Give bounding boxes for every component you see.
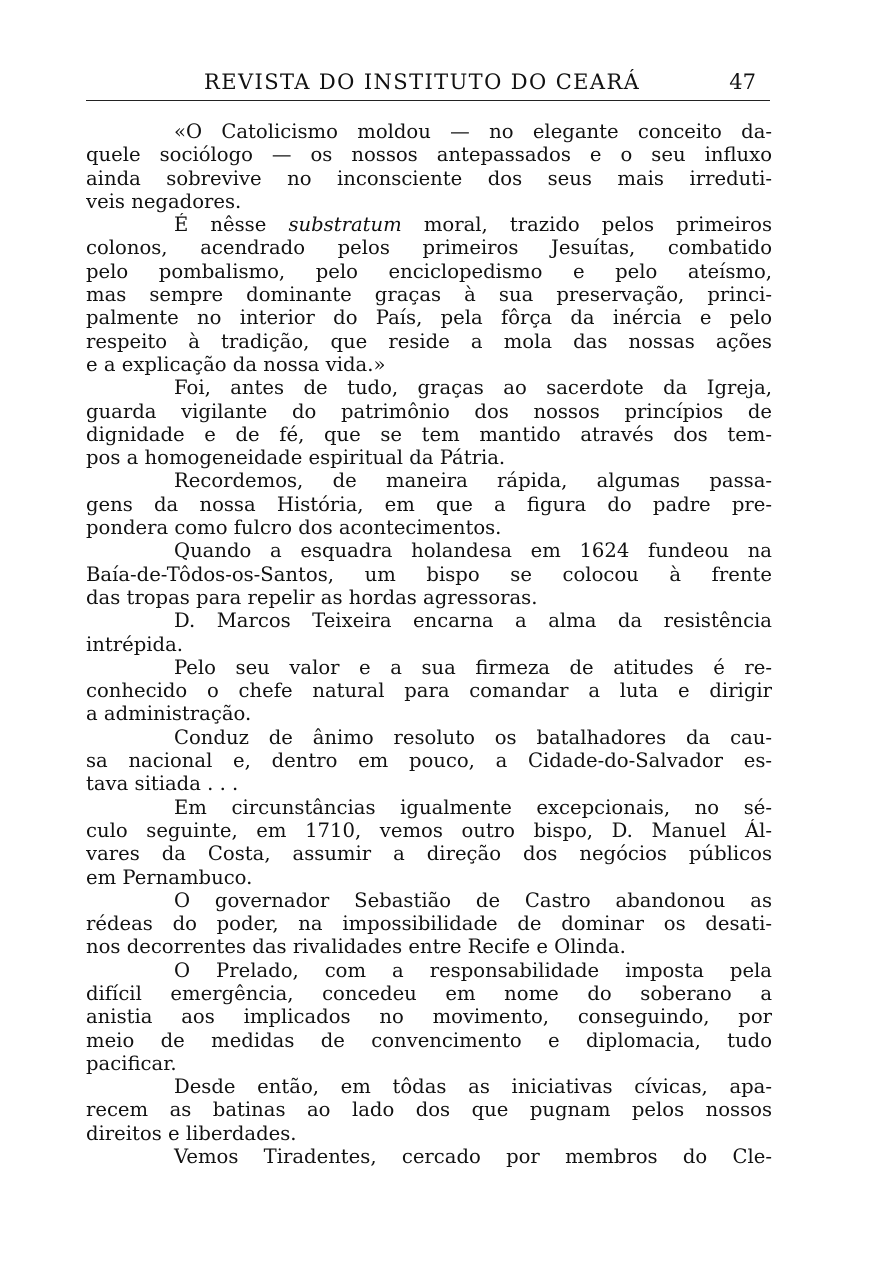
text-line: recem as batinas ao lado dos que pugnam pelos nossos [86,1098,772,1122]
text-line: das tropas para repelir as hordas agressoras. [86,585,538,609]
text-line: Conduz de ânimo resoluto os batalhadores da cau- [174,725,772,749]
text-line: «O Catolicismo moldou — no elegante conceito da- [174,120,772,143]
text-line: dignidade e de fé, que se tem mantido através dos tem- [86,422,772,446]
text-line: vares da Costa, assumir a direção dos negócios públicos [86,842,772,866]
text-line: D. Marcos Teixeira encarna a alma da resistência [174,609,772,633]
text-line: Baía-de-Tôdos-os-Santos, um bispo se colocou à frente [86,562,772,586]
text-line: pondera como fulcro dos acontecimentos. [86,516,502,540]
text-line: nos decorrentes das rivalidades entre Recife e Olinda. [86,935,626,959]
text-line: rédeas do poder, na impossibilidade de dominar os desati- [86,912,772,936]
text-line: O Prelado, com a responsabilidade imposta pela [174,958,772,982]
text-line: É nêsse substratum moral, trazido pelos primeiros [174,213,772,237]
text-line: palmente no interior do País, pela fôrça da inércia e pelo [86,306,772,330]
text-line: em Pernambuco. [86,865,253,889]
text-line: mas sempre dominante graças à sua preservação, princi- [86,283,772,307]
text-line: quele sociólogo — os nossos antepassados e o seu influxo [86,143,772,167]
text-line: Recordemos, de maneira rápida, algumas passa- [174,469,772,493]
text-line: intrépida. [86,632,183,656]
text-line: Vemos Tiradentes, cercado por membros do Cle- [174,1145,772,1169]
body-text [86,120,772,1168]
text-line: ainda sobrevive no inconsciente dos seus mais irreduti- [86,166,772,190]
text-line: Desde então, em tôdas as iniciativas cívicas, apa- [174,1075,772,1099]
text-line: culo seguinte, em 1710, vemos outro bispo, D. Manuel Ál- [86,818,772,842]
text-line: Quando a esquadra holandesa em 1624 fundeou na [174,539,772,563]
text-line: pelo pombalismo, pelo enciclopedismo e pelo ateísmo, [86,259,772,283]
text-line: pacificar. [86,1051,177,1075]
italic-term: substratum [288,213,402,237]
text-line: tava sitiada . . . [86,772,239,796]
text-line: anistia aos implicados no movimento, conseguindo, por [86,1005,772,1029]
text-line: O governador Sebastião de Castro abandonou as [174,888,772,912]
text-line: e a explicação da nossa vida.» [86,352,386,376]
text-line: gens da nossa História, em que a figura do padre pre- [86,492,772,516]
text-line: veis negadores. [86,189,242,213]
text-line: guarda vigilante do patrimônio dos nossos princípios de [86,399,772,423]
page-number: 47 [729,70,756,94]
text-line: direitos e liberdades. [86,1121,297,1145]
text-line: Pelo seu valor e a sua firmeza de atitudes é re- [174,655,772,679]
text-line: conhecido o chefe natural para comandar a luta e dirigir [86,679,772,703]
text-line: sa nacional e, dentro em pouco, a Cidade-do-Salvador es- [86,749,772,773]
text-line: Foi, antes de tudo, graças ao sacerdote da Igreja, [174,376,772,400]
text-line: difícil emergência, concedeu em nome do soberano a [86,981,772,1005]
running-header [86,68,770,101]
text-line: a administração. [86,702,252,726]
text-line: meio de medidas de convencimento e diplomacia, tudo [86,1028,772,1052]
journal-title: REVISTA DO INSTITUTO DO CEARÁ [204,70,641,94]
text-line: pos a homogeneidade espiritual da Pátria. [86,446,506,470]
text-line: respeito à tradição, que reside a mola das nossas ações [86,329,772,353]
text-line: Em circunstâncias igualmente excepcionais, no sé- [174,795,772,819]
text-line: colonos, acendrado pelos primeiros Jesuítas, combatido [86,236,772,260]
